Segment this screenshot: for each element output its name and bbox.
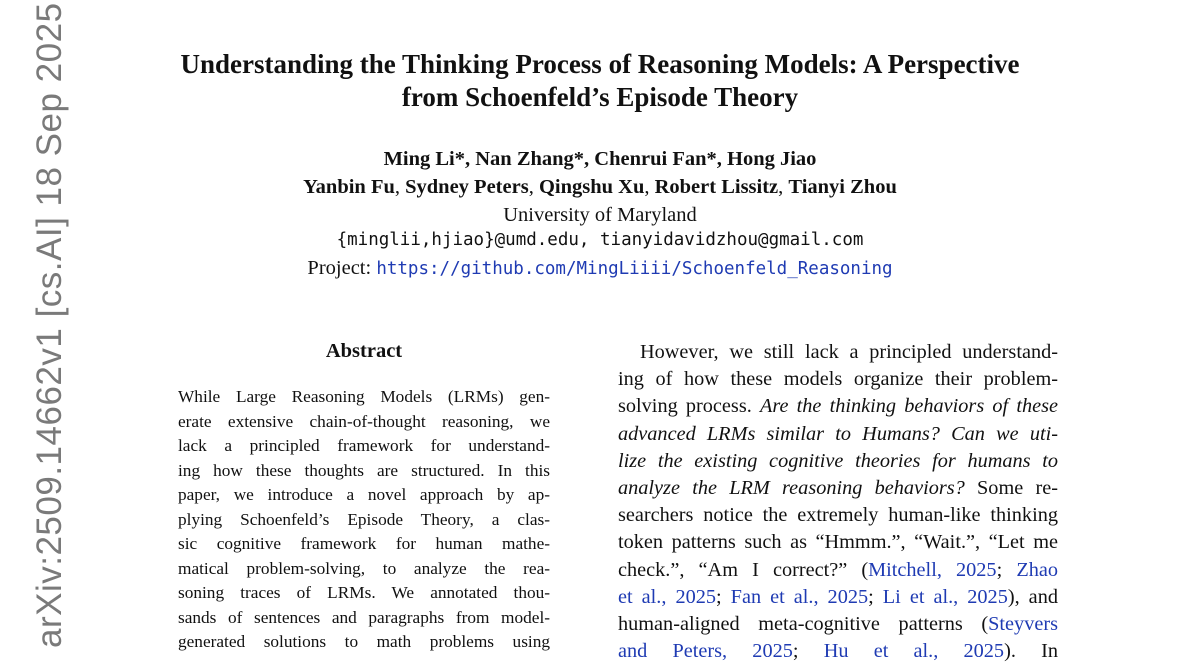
author-name: Sydney Peters — [405, 176, 529, 198]
author-name: Robert Lissitz — [654, 176, 779, 198]
citation-link[interactable]: Mitchell, 2025 — [868, 558, 997, 581]
research-question: analyze the LRM reasoning behaviors? — [618, 477, 965, 500]
abstract-line: While Large Reasoning Models (LRMs) gen- — [178, 387, 550, 406]
research-question: lize the existing cognitive theories for humans to — [618, 449, 1058, 472]
abstract-line: matical problem-solving, to analyze the rea- — [178, 558, 550, 578]
abstract-heading: Abstract — [325, 340, 403, 362]
body-line: human-aligned meta-cognitive patterns (Steyvers — [618, 613, 1058, 636]
citation-link[interactable]: Li et al., 2025 — [882, 585, 1008, 608]
author-name: Tianyi Zhou — [788, 176, 897, 198]
title-line-1: Understanding the Thinking Process of Reasoning Models: A Perspective — [180, 49, 1020, 79]
abstract-line: erate extensive chain-of-thought reasoning, we — [178, 411, 550, 431]
body-line: token patterns such as “Hmmm.”, “Wait.”, “Let me — [618, 531, 1058, 554]
paper-title — [0, 48, 1200, 114]
body-line: analyze the LRM reasoning behaviors? Some re- — [618, 477, 1058, 500]
citation-link[interactable]: and Peters, 2025 — [618, 640, 793, 663]
body-line: However, we still lack a principled understand- — [640, 341, 1058, 363]
author-line-2: Yanbin Fu, Sydney Peters, Qingshu Xu, Robert Lissitz, Tianyi Zhou — [303, 176, 897, 198]
citation-link[interactable]: Steyvers — [988, 613, 1058, 636]
author-line-1: Ming Li*, Nan Zhang*, Chenrui Fan*, Hong Jiao — [383, 148, 817, 170]
citation-link[interactable]: Fan et al., 2025 — [730, 585, 869, 608]
author-name: Qingshu Xu — [538, 176, 645, 198]
research-question: advanced LRMs similar to Humans? Can we uti- — [618, 422, 1058, 445]
citation-link[interactable]: Hu et al., 2025 — [823, 640, 1005, 663]
author-list — [0, 145, 1200, 201]
research-question: Are the thinking behaviors of these — [759, 395, 1058, 418]
body-line — [618, 448, 1058, 475]
body-line: et al., 2025; Fan et al., 2025; Li et al., 2025), and — [618, 585, 1058, 608]
abstract-line: sands of sentences and paragraphs from model- — [178, 607, 550, 627]
abstract-line: soning traces of LRMs. We annotated thou- — [178, 583, 550, 602]
abstract-body — [178, 385, 550, 655]
abstract-line: sic cognitive framework for human mathe- — [178, 534, 550, 553]
abstract-line: generated solutions to math problems using — [178, 632, 550, 651]
abstract-line: lack a principled framework for understand- — [178, 436, 550, 455]
author-emails: {minglii,hjiao}@umd.edu, tianyidavidzhou@gmail.com — [336, 230, 864, 250]
body-line — [618, 421, 1058, 448]
body-line: searchers notice the extremely human-like thinking — [618, 504, 1058, 527]
intro-paragraph — [618, 339, 1058, 665]
project-label: Project: — [307, 257, 377, 279]
abstract-line: paper, we introduce a novel approach by ap- — [178, 485, 550, 504]
arxiv-identifier-stamp: arXiv:2509.14662v1 [cs.AI] 18 Sep 2025 — [30, 2, 69, 648]
body-line: solving process. Are the thinking behaviors of these — [618, 395, 1058, 418]
body-line: check.”, “Am I correct?” (Mitchell, 2025; Zhao — [618, 558, 1058, 581]
project-line — [0, 257, 1200, 280]
title-line-2: from Schoenfeld’s Episode Theory — [401, 82, 799, 112]
author-name: Yanbin Fu — [303, 176, 395, 198]
project-link[interactable]: https://github.com/MingLiiii/Schoenfeld_Reasoning — [376, 259, 893, 279]
body-line: and Peters, 2025; Hu et al., 2025). In — [618, 640, 1058, 663]
citation-link[interactable]: Zhao — [1016, 558, 1058, 581]
abstract-line: plying Schoenfeld’s Episode Theory, a clas- — [178, 509, 550, 529]
citation-link[interactable]: et al., 2025 — [618, 585, 717, 608]
affiliation: University of Maryland — [503, 204, 697, 226]
abstract-line: ing how these thoughts are structured. In this — [178, 460, 550, 480]
body-line: ing of how these models organize their problem- — [618, 368, 1058, 391]
